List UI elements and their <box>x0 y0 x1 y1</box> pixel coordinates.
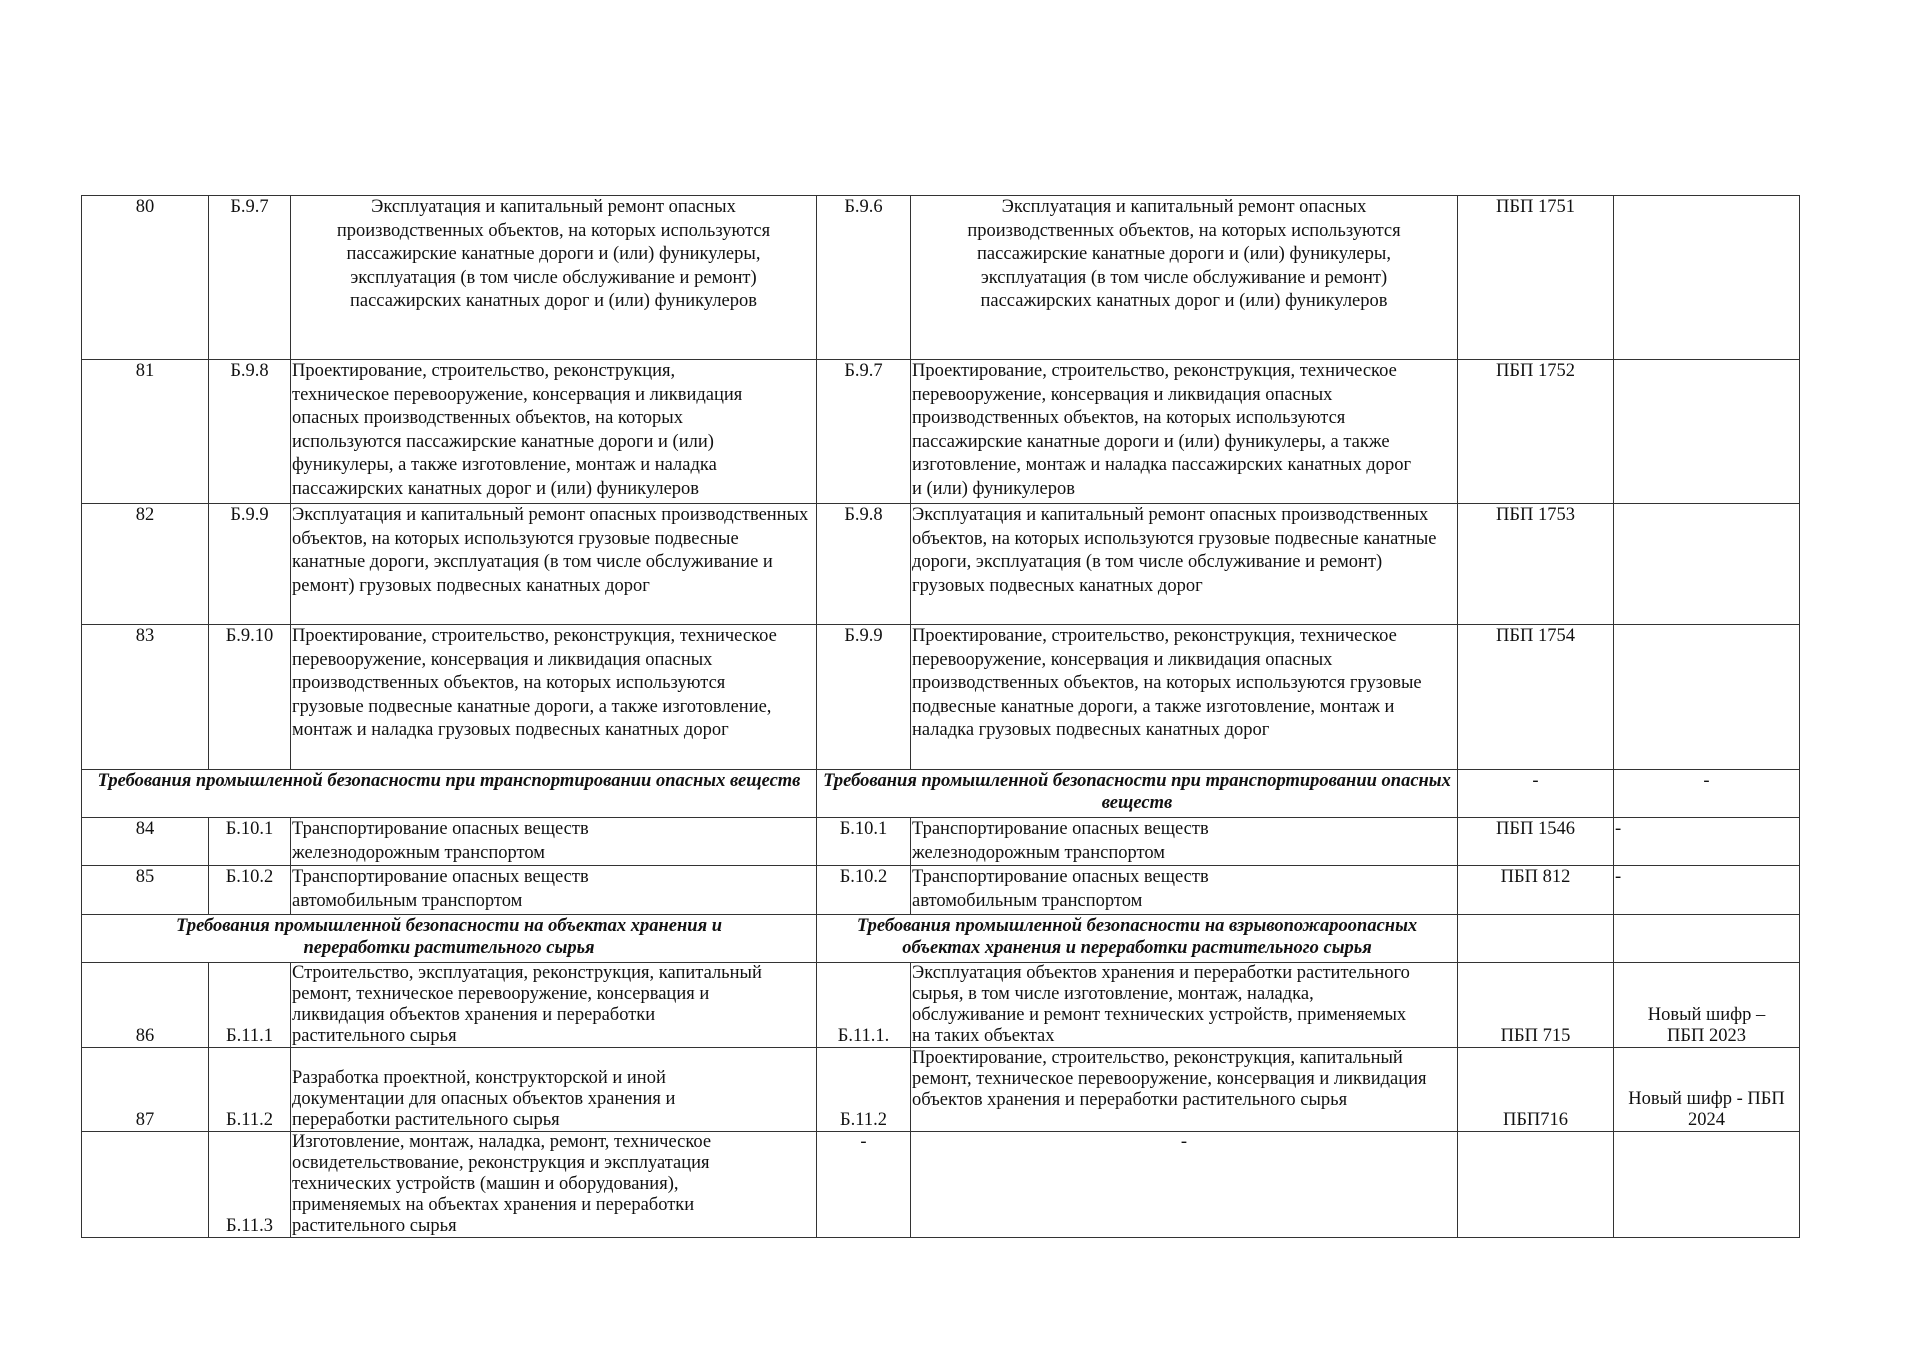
pbp-code: ПБП 1754 <box>1458 625 1614 770</box>
new-description: Проектирование, строительство, реконструкция, капитальный ремонт, техническое перевооружение, консервация и ликвидация объектов хранения и переработки растительного сырья <box>911 1048 1458 1132</box>
section-title-old: Требования промышленной безопасности при транспортировании опасных веществ <box>82 770 817 818</box>
row-number: 87 <box>82 1048 209 1132</box>
table-row <box>82 504 1800 625</box>
new-code: Б.9.7 <box>817 360 911 504</box>
new-code: Б.10.1 <box>817 818 911 866</box>
note <box>1614 915 1800 963</box>
note: Новый шифр - ПБП 2024 <box>1614 1048 1800 1132</box>
table-row <box>82 625 1800 770</box>
old-code: Б.9.10 <box>209 625 291 770</box>
new-description: Эксплуатация и капитальный ремонт опасных производственных объектов, на которых используются пассажирские канатные дороги и (или) фуникулеры, эксплуатация (в том числе обслуживание и ремонт) пассажирских канатных дорог и (или) фуникулеров <box>911 196 1458 360</box>
requirements-table <box>81 195 1800 1238</box>
section-title-old: Требования промышленной безопасности на объектах хранения и переработки растительного сырья <box>82 915 817 963</box>
old-code: Б.10.1 <box>209 818 291 866</box>
section-title-new: Требования промышленной безопасности при транспортировании опасных веществ <box>817 770 1458 818</box>
old-code: Б.9.7 <box>209 196 291 360</box>
note <box>1614 1132 1800 1238</box>
new-description: - <box>911 1132 1458 1238</box>
pbp-code <box>1458 1132 1614 1238</box>
pbp-code: ПБП 1752 <box>1458 360 1614 504</box>
old-description: Эксплуатация и капитальный ремонт опасных производственных объектов, на которых используются пассажирские канатные дороги и (или) фуникулеры, эксплуатация (в том числе обслуживание и ремонт) пассажирских канатных дорог и (или) фуникулеров <box>291 196 817 360</box>
row-number: 81 <box>82 360 209 504</box>
old-code: Б.10.2 <box>209 866 291 915</box>
old-code: Б.11.1 <box>209 963 291 1048</box>
pbp-code: ПБП716 <box>1458 1048 1614 1132</box>
old-description: Транспортирование опасных веществ железнодорожным транспортом <box>291 818 817 866</box>
row-number: 84 <box>82 818 209 866</box>
row-number: 80 <box>82 196 209 360</box>
new-code: Б.10.2 <box>817 866 911 915</box>
pbp-code: - <box>1458 770 1614 818</box>
row-number: 85 <box>82 866 209 915</box>
row-number: 86 <box>82 963 209 1048</box>
new-code: Б.9.8 <box>817 504 911 625</box>
pbp-code <box>1458 915 1614 963</box>
pbp-code: ПБП 715 <box>1458 963 1614 1048</box>
row-number <box>82 1132 209 1238</box>
section-header-storage <box>82 915 1800 963</box>
note <box>1614 360 1800 504</box>
table-row <box>82 963 1800 1048</box>
pbp-code: ПБП 1546 <box>1458 818 1614 866</box>
old-description: Транспортирование опасных веществ автомобильным транспортом <box>291 866 817 915</box>
old-code: Б.11.3 <box>209 1132 291 1238</box>
new-description: Транспортирование опасных веществ железнодорожным транспортом <box>911 818 1458 866</box>
table-row <box>82 360 1800 504</box>
old-description: Изготовление, монтаж, наладка, ремонт, техническое освидетельствование, реконструкция и эксплуатация технических устройств (машин и оборудования), применяемых на объектах хранения и переработки растительного сырья <box>291 1132 817 1238</box>
note: Новый шифр – ПБП 2023 <box>1614 963 1800 1048</box>
old-code: Б.9.8 <box>209 360 291 504</box>
new-description: Проектирование, строительство, реконструкция, техническое перевооружение, консервация и ликвидация опасных производственных объектов, на которых используются грузовые подвесные канатные дороги, а также изготовление, монтаж и наладка грузовых подвесных канатных дорог <box>911 625 1458 770</box>
table-row <box>82 196 1800 360</box>
note <box>1614 504 1800 625</box>
table-row <box>82 866 1800 915</box>
table-row <box>82 1132 1800 1238</box>
section-title-new: Требования промышленной безопасности на взрывопожароопасных объектах хранения и переработки растительного сырья <box>817 915 1458 963</box>
old-code: Б.11.2 <box>209 1048 291 1132</box>
note: - <box>1614 770 1800 818</box>
pbp-code: ПБП 1753 <box>1458 504 1614 625</box>
row-number: 82 <box>82 504 209 625</box>
row-number: 83 <box>82 625 209 770</box>
table-row <box>82 1048 1800 1132</box>
new-code: Б.11.1. <box>817 963 911 1048</box>
old-code: Б.9.9 <box>209 504 291 625</box>
old-description: Строительство, эксплуатация, реконструкция, капитальный ремонт, техническое перевооружение, консервация и ликвидация объектов хранения и переработки растительного сырья <box>291 963 817 1048</box>
pbp-code: ПБП 812 <box>1458 866 1614 915</box>
new-description: Проектирование, строительство, реконструкция, техническое перевооружение, консервация и ликвидация опасных производственных объектов, на которых используются пассажирские канатные дороги и (или) фуникулеры, а также изготовление, монтаж и наладка пассажирских канатных дорог и (или) фуникулеров <box>911 360 1458 504</box>
new-code: - <box>817 1132 911 1238</box>
note: - <box>1614 866 1800 915</box>
new-description: Эксплуатация и капитальный ремонт опасных производственных объектов, на которых используются грузовые подвесные канатные дороги, эксплуатация (в том числе обслуживание и ремонт) грузовых подвесных канатных дорог <box>911 504 1458 625</box>
new-code: Б.11.2 <box>817 1048 911 1132</box>
old-description: Разработка проектной, конструкторской и иной документации для опасных объектов хранения и переработки растительного сырья <box>291 1048 817 1132</box>
pbp-code: ПБП 1751 <box>1458 196 1614 360</box>
new-description: Эксплуатация объектов хранения и переработки растительного сырья, в том числе изготовление, монтаж, наладка, обслуживание и ремонт технических устройств, применяемых на таких объектах <box>911 963 1458 1048</box>
table-row <box>82 818 1800 866</box>
note: - <box>1614 818 1800 866</box>
new-code: Б.9.9 <box>817 625 911 770</box>
note <box>1614 625 1800 770</box>
note <box>1614 196 1800 360</box>
old-description: Проектирование, строительство, реконструкция, техническое перевооружение, консервация и ликвидация опасных производственных объектов, на которых используются пассажирские канатные дороги и (или) фуникулеры, а также изготовление, монтаж и наладка пассажирских канатных дорог и (или) фуникулеров <box>291 360 817 504</box>
old-description: Проектирование, строительство, реконструкция, техническое перевооружение, консервация и ликвидация опасных производственных объектов, на которых используются грузовые подвесные канатные дороги, а также изготовление, монтаж и наладка грузовых подвесных канатных дорог <box>291 625 817 770</box>
section-header-transport <box>82 770 1800 818</box>
new-code: Б.9.6 <box>817 196 911 360</box>
old-description: Эксплуатация и капитальный ремонт опасных производственных объектов, на которых используются грузовые подвесные канатные дороги, эксплуатация (в том числе обслуживание и ремонт) грузовых подвесных канатных дорог <box>291 504 817 625</box>
new-description: Транспортирование опасных веществ автомобильным транспортом <box>911 866 1458 915</box>
